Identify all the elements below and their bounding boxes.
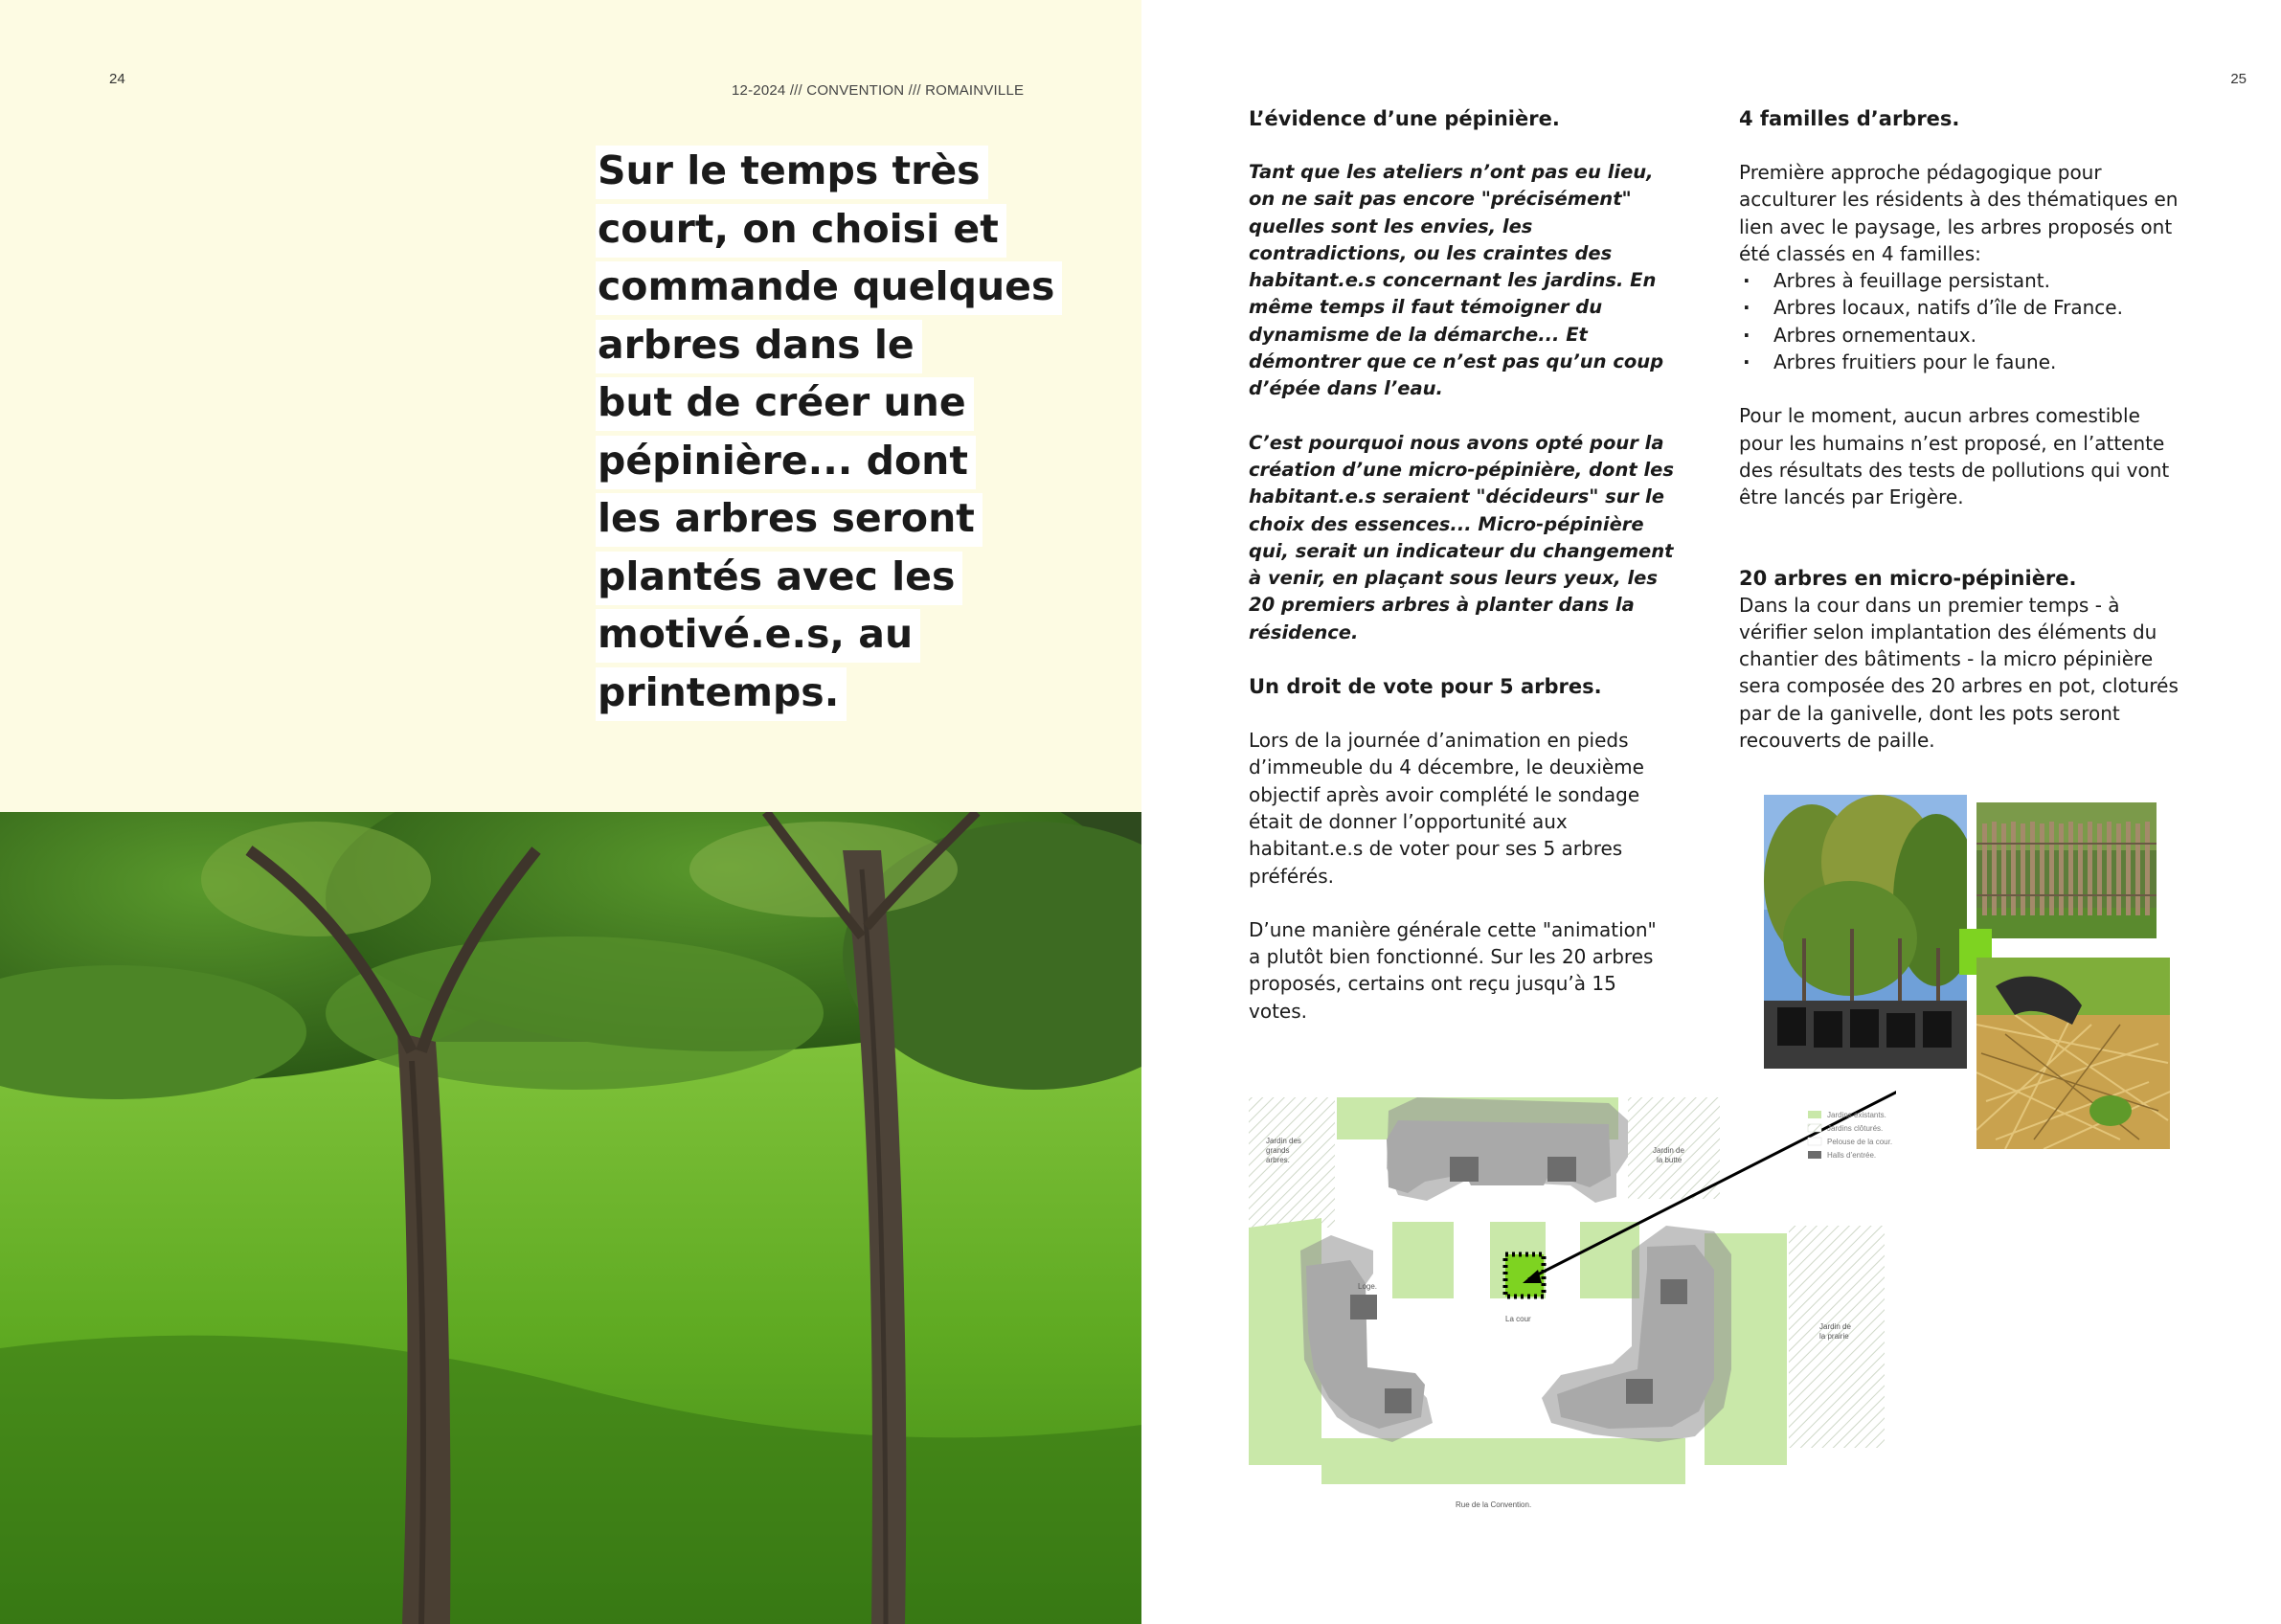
site-plan bbox=[1245, 1082, 1896, 1522]
legend-label: Halls d’entrée. bbox=[1827, 1151, 1877, 1160]
heading-nursery: L’évidence d’une pépinière. bbox=[1249, 107, 1560, 130]
label-prairie-1: Jardin de bbox=[1819, 1322, 1851, 1331]
page-number-right: 25 bbox=[2230, 71, 2247, 87]
list-item: · Arbres fruitiers pour le faune. bbox=[1739, 349, 2189, 375]
hero-quote bbox=[596, 142, 1132, 721]
potted-trees-photo bbox=[1764, 795, 1967, 1069]
label-grands-arbres-3: arbres. bbox=[1266, 1156, 1290, 1164]
heading-vote: Un droit de vote pour 5 arbres. bbox=[1249, 675, 1602, 699]
list-item: · Arbres ornementaux. bbox=[1739, 322, 2189, 349]
legend-label: Jardins clôturés. bbox=[1827, 1124, 1884, 1133]
list-item: · Arbres locaux, natifs d’île de France. bbox=[1739, 294, 2189, 321]
quote-line: pépinière... dont bbox=[596, 436, 976, 489]
chestnut-fence-photo bbox=[1976, 802, 2157, 938]
quote-line: motivé.e.s, au bbox=[596, 609, 920, 663]
quote-line: court, on choisi et bbox=[596, 204, 1006, 258]
legend-swatch-lawn bbox=[1808, 1138, 1821, 1145]
quote-line: plantés avec les bbox=[596, 552, 962, 605]
legend-swatch-fenced bbox=[1808, 1124, 1821, 1132]
quote-line: Sur le temps très bbox=[596, 146, 988, 199]
label-butte-2: la butte bbox=[1657, 1156, 1683, 1164]
legend-swatch-halls bbox=[1808, 1151, 1821, 1159]
label-grands-arbres-1: Jardin des bbox=[1266, 1137, 1301, 1145]
running-head: 12-2024 /// CONVENTION /// ROMAINVILLE bbox=[732, 82, 1025, 99]
quote-line: but de créer une bbox=[596, 377, 974, 431]
text-column-2 bbox=[1739, 105, 2189, 754]
intro-paragraph-1: Tant que les ateliers n’ont pas eu lieu, on ne sait pas encore "précisément" quelles sont les envies, les contradictions, ou les craintes des habitant.e.s concernant les jardins. En même temps il faut témoigner du dynamisme de la démarche... Et démontrer que ce n’est pas qu’un coup d’épée dans l’eau. bbox=[1249, 161, 1664, 400]
paragraph-edible: Pour le moment, aucun arbres comestible pour les humains n’est proposé, en l’attente des résultats des tests de pollutions qui vont être lancés par Erigère. bbox=[1739, 404, 2170, 509]
label-cour: La cour bbox=[1505, 1315, 1531, 1323]
straw-mulch-photo bbox=[1976, 958, 2170, 1149]
heading-micro-nursery: 20 arbres en micro-pépinière. bbox=[1739, 566, 2077, 590]
orchard-photo bbox=[0, 812, 1141, 1624]
quote-line: les arbres seront bbox=[596, 493, 982, 547]
tree-family-list bbox=[1739, 267, 2189, 375]
label-loge: Loge. bbox=[1358, 1282, 1378, 1291]
legend-swatch-gardens bbox=[1808, 1111, 1821, 1118]
intro-paragraph-2: C’est pourquoi nous avons opté pour la création d’une micro-pépinière, dont les habitant.e.s seraient "décideurs" sur le choix des essences... Micro-pépinière qui, serait un indicateur du changement à venir, en plaçant sous leurs yeux, les 20 premiers arbres à planter dans la résidence. bbox=[1249, 431, 1674, 643]
list-item: · Arbres à feuillage persistant. bbox=[1739, 267, 2189, 294]
page-number-left: 24 bbox=[109, 71, 125, 87]
legend-label: Jardins existants. bbox=[1827, 1111, 1886, 1119]
paragraph-micro-nursery: Dans la cour dans un premier temps - à vérifier selon implantation des éléments du chantier des bâtiments - la micro pépinière sera composée des 20 arbres en pot, cloturés par de la ganivelle, dont les pots seront recouverts de paille. bbox=[1739, 593, 2179, 753]
quote-line: commande quelques bbox=[596, 261, 1062, 315]
label-butte-1: Jardin de bbox=[1653, 1146, 1684, 1155]
label-street: Rue de la Convention. bbox=[1456, 1500, 1532, 1509]
label-prairie-2: la prairie bbox=[1819, 1332, 1849, 1341]
paragraph-animation: D’une manière générale cette "animation" a plutôt bien fonctionné. Sur les 20 arbres proposés, certains ont reçu jusqu’à 15 votes. bbox=[1249, 917, 1657, 1023]
heading-families: 4 familles d’arbres. bbox=[1739, 107, 1960, 130]
quote-line: arbres dans le bbox=[596, 320, 922, 373]
text-column-1 bbox=[1249, 105, 1674, 1025]
quote-line: printemps. bbox=[596, 667, 847, 721]
legend-label: Pelouse de la cour. bbox=[1827, 1138, 1893, 1146]
label-grands-arbres-2: grands bbox=[1266, 1146, 1290, 1155]
paragraph-vote: Lors de la journée d’animation en pieds d’immeuble du 4 décembre, le deuxième objectif après avoir complété le sondage était de donner l’opportunité aux habitant.e.s de voter pour ses 5 arbres préférés. bbox=[1249, 729, 1644, 888]
paragraph-families: Première approche pédagogique pour acculturer les résidents à des thématiques en lien avec le paysage, les arbres proposés ont été classés en 4 familles: bbox=[1739, 161, 2179, 265]
